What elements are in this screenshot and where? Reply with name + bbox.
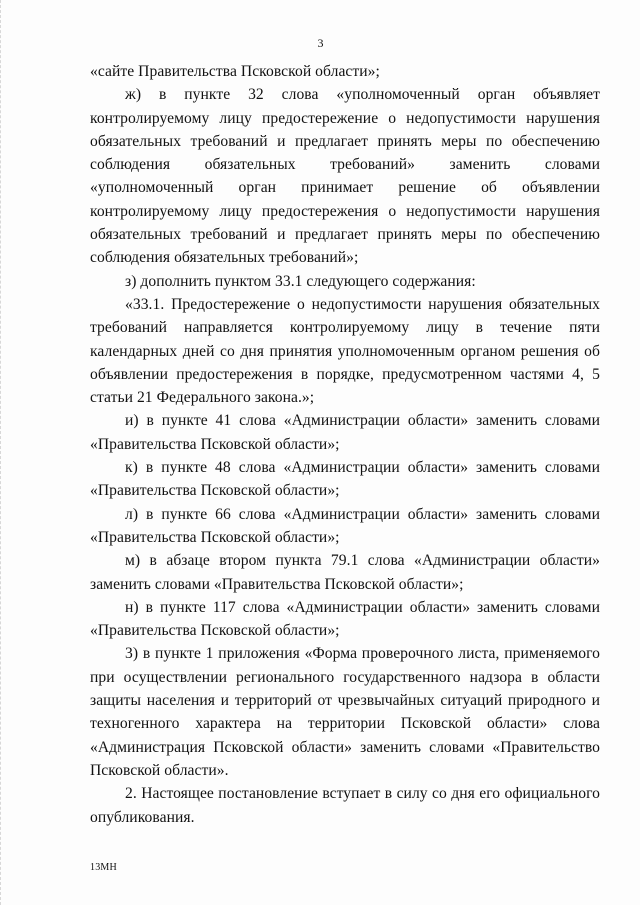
paragraph-item-zh: ж) в пункте 32 слова «уполномоченный орган объявляет контролируемому лицу предостережение о недопустимости нарушения обязательных требований и предлагает принять меры по обеспечению соблюдения обязательных требований» заменить словами «уполномоченный орган принимает решение об объявлении контролируемому лицу предостережения о недопустимости нарушения обязательных требований и предлагает принять меры по обеспечению соблюдения обязательных требований»; — [90, 86, 600, 267]
paragraph-continuation: «сайте Правительства Псковской области»; — [90, 63, 380, 80]
paragraph-item-z: з) дополнить пунктом 33.1 следующего содержания: — [125, 272, 476, 290]
paragraph-item-m: м) в абзаце втором пункта 79.1 слова «Администрации области» заменить словами «Правительства Псковской области»; — [90, 552, 600, 593]
footer-code: 13МН — [90, 862, 117, 873]
paragraph-clause-33-1: «33.1. Предостережение о недопустимости нарушения обязательных требований направляется контролируемому лицу в течение пяти календарных дней со дня принятия уполномоченным органом решения об объявлении предостережения в порядке, предусмотренном частями 4, 5 статьи 21 Федерального закона.»; — [90, 295, 600, 407]
document-body — [90, 60, 600, 829]
paragraph-item-n: н) в пункте 117 слова «Администрации области» заменить словами «Правительства Псковской области»; — [90, 598, 600, 640]
paragraph-item-2: 2. Настоящее постановление вступает в силу со дня его официального опубликования. — [90, 785, 600, 826]
paragraph-item-l: л) в пункте 66 слова «Администрации области» заменить словами «Правительства Псковской области»; — [90, 505, 600, 546]
paragraph-item-k: к) в пункте 48 слова «Администрации области» заменить словами «Правительства Псковской области»; — [90, 459, 600, 500]
paragraph-item-3: 3) в пункте 1 приложения «Форма проверочного листа, применяемого при осуществлении регионального государственного надзора в области защиты населения и территорий от чрезвычайных ситуаций природного и техногенного характера на территории Псковской области» слова «Администрация Псковской области» заменить словами «Правительство Псковской области». — [90, 645, 600, 779]
paragraph-item-i: и) в пункте 41 слова «Администрации области» заменить словами «Правительства Псковской области»; — [90, 412, 600, 453]
page-number: 3 — [317, 36, 324, 50]
